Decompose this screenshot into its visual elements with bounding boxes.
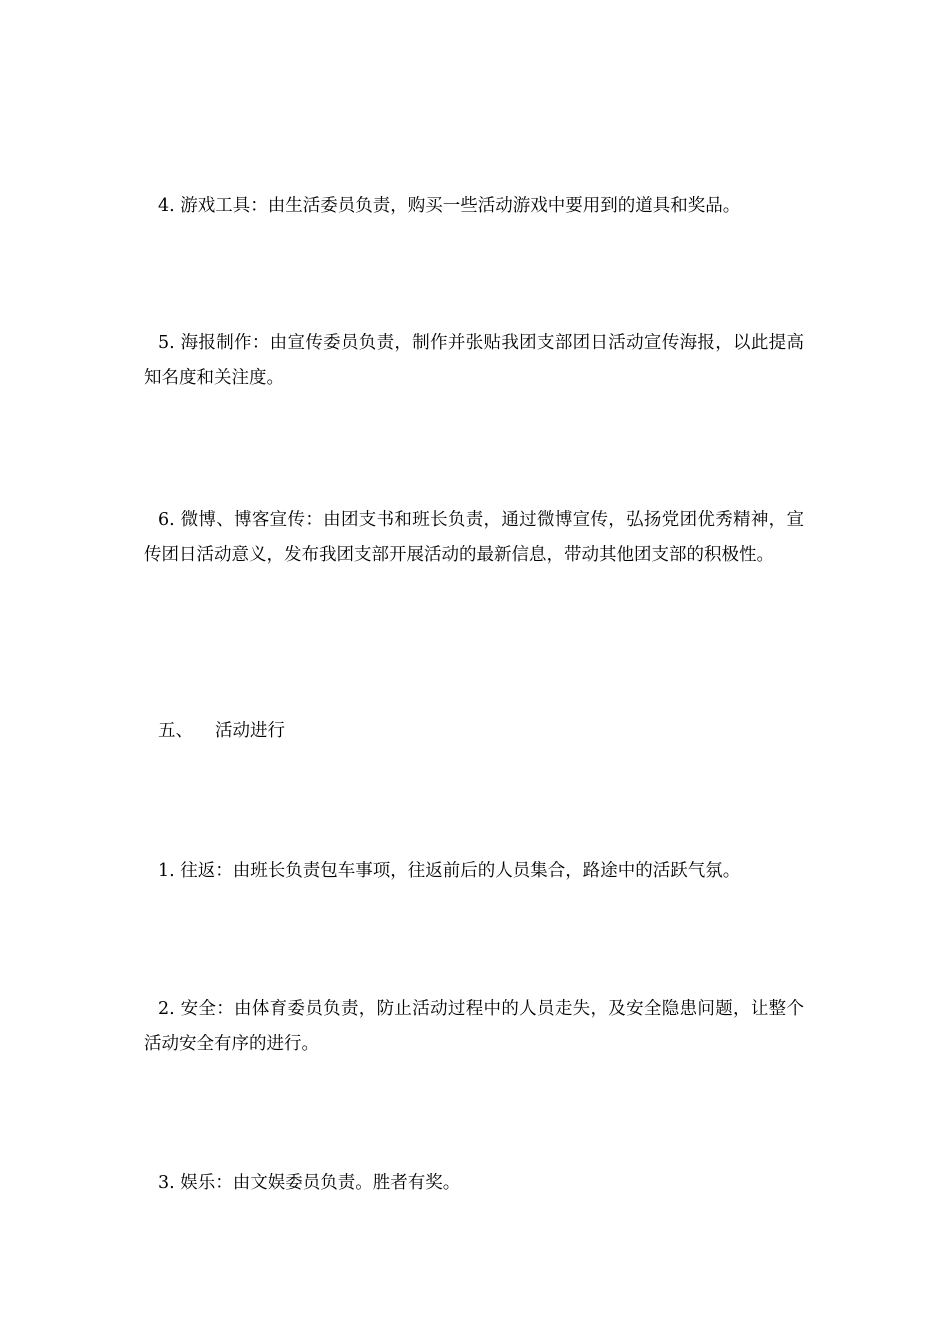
paragraph-item-4: 4. 游戏工具：由生活委员负责，购买一些活动游戏中要用到的道具和奖品。	[158, 196, 741, 216]
paragraph-item-2: 2. 安全：由体育委员负责，防止活动过程中的人员走失，及安全隐患问题，让整个活动安全有序的进行。	[144, 999, 804, 1054]
section-heading	[158, 714, 285, 749]
section-title: 活动进行	[215, 721, 285, 741]
paragraph-item-5: 5. 海报制作：由宣传委员负责，制作并张贴我团支部团日活动宣传海报，以此提高知名度和关注度。	[144, 333, 804, 388]
paragraph-item-6: 6. 微博、博客宣传：由团支书和班长负责，通过微博宣传，弘扬党团优秀精神，宣传团日活动意义，发布我团支部开展活动的最新信息，带动其他团支部的积极性。	[144, 510, 804, 565]
section-number: 五、	[158, 721, 193, 741]
paragraph-item-3: 3. 娱乐：由文娱委员负责。胜者有奖。	[158, 1173, 461, 1193]
paragraph-item-1: 1. 往返：由班长负责包车事项，往返前后的人员集合，路途中的活跃气氛。	[158, 861, 741, 881]
